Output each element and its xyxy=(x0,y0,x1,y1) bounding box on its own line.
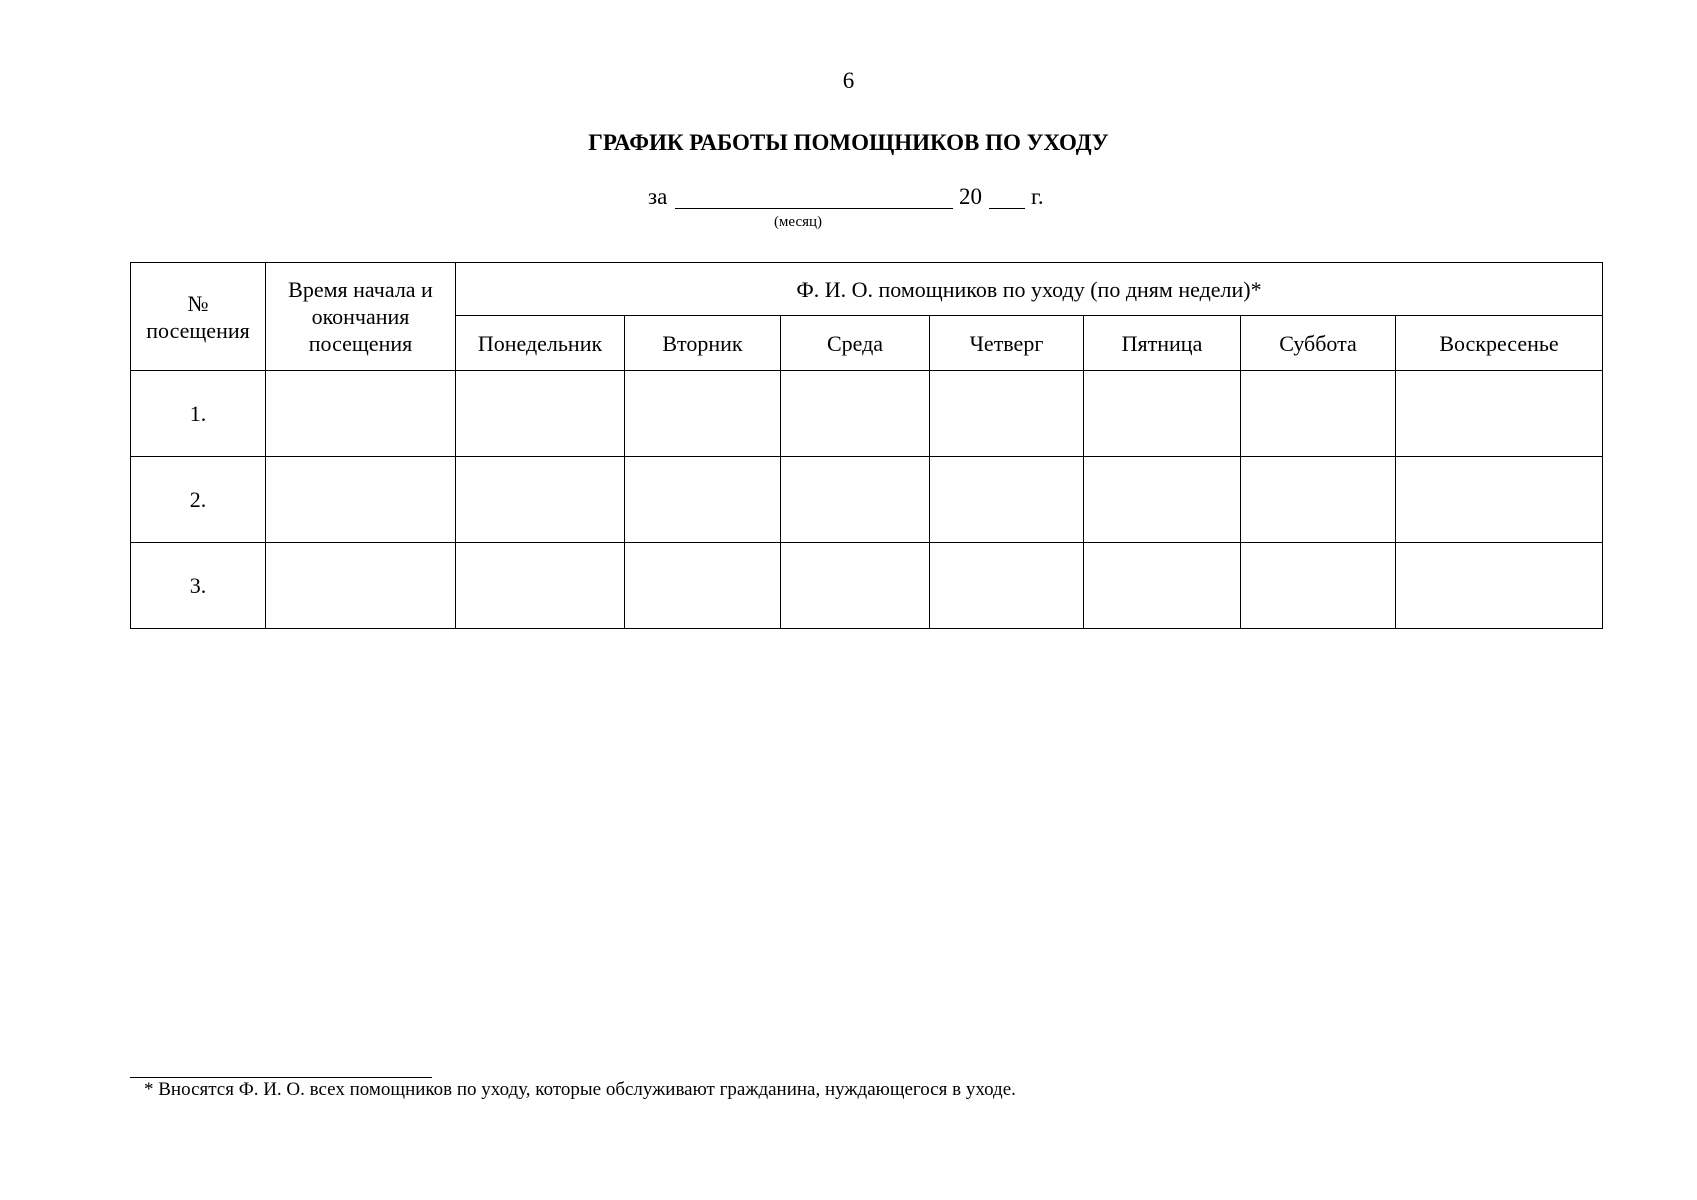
document-title: ГРАФИК РАБОТЫ ПОМОЩНИКОВ ПО УХОДУ xyxy=(588,130,1109,155)
period-suffix: г. xyxy=(1031,184,1044,209)
day-header-tuesday: Вторник xyxy=(625,316,781,371)
visit-time-header xyxy=(266,263,456,371)
visit-number-header-label: № посещения xyxy=(146,290,250,343)
day-header-saturday: Суббота xyxy=(1241,316,1396,371)
day-header-monday: Понедельник xyxy=(456,316,625,371)
month-blank-field[interactable] xyxy=(675,208,953,209)
thursday-cell[interactable] xyxy=(930,543,1084,629)
saturday-cell[interactable] xyxy=(1241,457,1396,543)
period-prefix: за xyxy=(648,184,668,209)
sunday-cell[interactable] xyxy=(1396,543,1603,629)
friday-cell[interactable] xyxy=(1084,457,1241,543)
saturday-cell[interactable] xyxy=(1241,371,1396,457)
wednesday-cell[interactable] xyxy=(781,543,930,629)
visit-time-cell[interactable] xyxy=(266,543,456,629)
monday-cell[interactable] xyxy=(456,371,625,457)
wednesday-cell[interactable] xyxy=(781,457,930,543)
tuesday-cell[interactable] xyxy=(625,543,781,629)
day-header-wednesday: Среда xyxy=(781,316,930,371)
monday-cell[interactable] xyxy=(456,543,625,629)
day-header-thursday: Четверг xyxy=(930,316,1084,371)
visit-time-cell[interactable] xyxy=(266,371,456,457)
visit-number-cell: 2. xyxy=(131,457,266,543)
tuesday-cell[interactable] xyxy=(625,457,781,543)
footnote: * Вносятся Ф. И. О. всех помощников по уходу, которые обслуживают гражданина, нуждающегося в уходе. xyxy=(144,1079,1016,1100)
table-row xyxy=(131,457,1603,543)
visit-number-cell: 1. xyxy=(131,371,266,457)
year-blank-field[interactable] xyxy=(989,208,1025,209)
friday-cell[interactable] xyxy=(1084,371,1241,457)
thursday-cell[interactable] xyxy=(930,371,1084,457)
monday-cell[interactable] xyxy=(456,457,625,543)
table-row xyxy=(131,543,1603,629)
month-caption: (месяц) xyxy=(773,214,823,230)
assistants-group-header: Ф. И. О. помощников по уходу (по дням недели)* xyxy=(456,263,1603,316)
table-row xyxy=(131,371,1603,457)
visit-time-header-label: Время начала и окончания посещения xyxy=(288,277,433,356)
visit-number-header xyxy=(131,263,266,371)
day-header-friday: Пятница xyxy=(1084,316,1241,371)
tuesday-cell[interactable] xyxy=(625,371,781,457)
wednesday-cell[interactable] xyxy=(781,371,930,457)
day-header-sunday: Воскресенье xyxy=(1396,316,1603,371)
friday-cell[interactable] xyxy=(1084,543,1241,629)
saturday-cell[interactable] xyxy=(1241,543,1396,629)
page-number: 6 xyxy=(842,68,855,93)
schedule-table xyxy=(130,262,1603,629)
visit-number-cell: 3. xyxy=(131,543,266,629)
thursday-cell[interactable] xyxy=(930,457,1084,543)
sunday-cell[interactable] xyxy=(1396,371,1603,457)
sunday-cell[interactable] xyxy=(1396,457,1603,543)
visit-time-cell[interactable] xyxy=(266,457,456,543)
period-line xyxy=(0,183,1697,213)
year-prefix: 20 xyxy=(959,184,982,209)
